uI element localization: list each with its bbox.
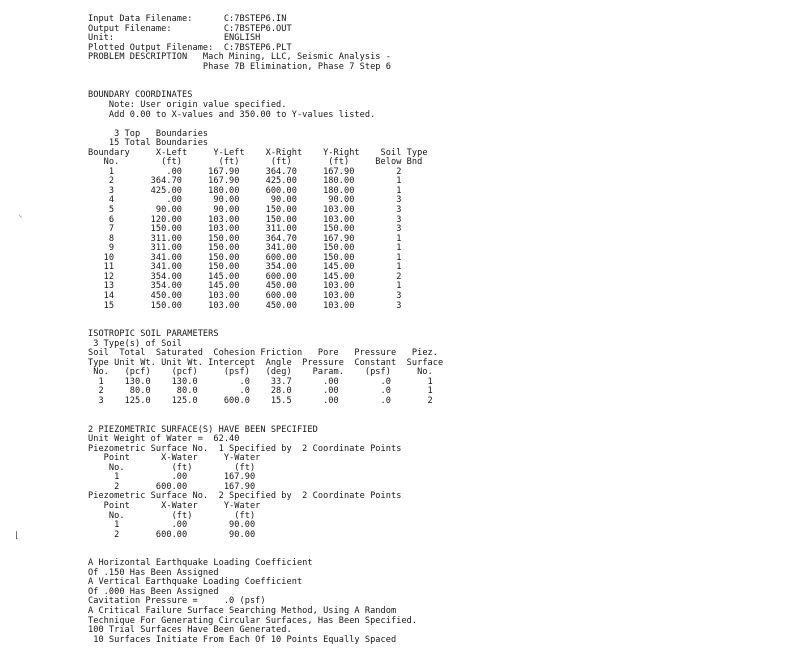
soil-text-line: 3 Type(s) of Soil [88, 338, 183, 349]
analysis-text-line: Of .000 Has Been Assigned [88, 586, 219, 597]
analysis-text-line: Of .150 Has Been Assigned [88, 567, 219, 578]
soil-text-line: No. (pcf) (pcf) (psf) (deg) Param. (psf) No. [88, 367, 433, 378]
header-text-line: Phase 7B Elimination, Phase 7 Step 6 [88, 61, 391, 72]
boundary-text-line: 13 354.00 145.00 450.00 103.00 1 [88, 281, 402, 292]
soil-parameters-section [88, 330, 788, 406]
boundary-text-line: 11 341.00 150.00 354.00 145.00 1 [88, 262, 402, 273]
scan-artifact-mark: ⌊ [14, 531, 20, 541]
analysis-text-line: A Vertical Earthquake Loading Coefficient [88, 577, 303, 588]
piezo-text-line: 2 600.00 90.00 [88, 529, 256, 540]
boundary-text-line: BOUNDARY COORDINATES [88, 90, 193, 101]
boundary-text-line: 5 90.00 90.00 150.00 103.00 3 [88, 205, 402, 216]
boundary-text-line: Note: User origin value specified. [88, 100, 287, 111]
piezo-text-line: Unit Weight of Water = 62.40 [88, 434, 240, 445]
soil-text-line: ISOTROPIC SOIL PARAMETERS [88, 329, 219, 340]
piezo-text-line: Point X-Water Y-Water [88, 500, 261, 511]
boundary-text-line: 10 341.00 150.00 600.00 150.00 1 [88, 252, 402, 263]
boundary-text-line: 14 450.00 103.00 600.00 103.00 3 [88, 290, 402, 301]
piezo-text-line: 1 .00 90.00 [88, 520, 256, 531]
analysis-settings-section [88, 559, 788, 645]
analysis-text-line: Cavitation Pressure = .0 (psf) [88, 596, 266, 607]
soil-text-line: 2 80.0 80.0 .0 28.0 .00 .0 1 [88, 386, 433, 397]
boundary-text-line: 7 150.00 103.00 311.00 150.00 3 [88, 224, 402, 235]
piezo-text-line: 2 PIEZOMETRIC SURFACE(S) HAVE BEEN SPECIFIED [88, 424, 318, 435]
analysis-text-line: A Horizontal Earthquake Loading Coefficient [88, 558, 313, 569]
piezo-text-line: No. (ft) (ft) [88, 462, 256, 473]
piezo-text-line: Point X-Water Y-Water [88, 453, 261, 464]
piezometric-surfaces-section [88, 426, 788, 541]
boundary-text-line: 2 364.70 167.90 425.00 180.00 1 [88, 176, 402, 187]
boundary-text-line: 15 150.00 103.00 450.00 103.00 3 [88, 300, 402, 311]
analysis-text-line: 10 Surfaces Initiate From Each Of 10 Points Equally Spaced [88, 634, 397, 645]
boundary-text-line: 6 120.00 103.00 150.00 103.00 3 [88, 214, 402, 225]
header-text-line: Plotted Output Filename: C:7BSTEP6.PLT [88, 42, 292, 53]
file-header-section [88, 15, 788, 72]
analysis-text-line: 100 Trial Surfaces Have Been Generated. [88, 625, 292, 636]
boundary-text-line: 4 .00 90.00 90.00 90.00 3 [88, 195, 402, 206]
header-text-line: Output Filename: C:7BSTEP6.OUT [88, 23, 292, 34]
document-page [88, 0, 788, 655]
boundary-text-line: 12 354.00 145.00 600.00 145.00 2 [88, 271, 402, 282]
boundary-text-line: 1 .00 167.90 364.70 167.90 2 [88, 166, 402, 177]
boundary-coordinates-section [88, 91, 788, 311]
soil-text-line: 1 130.0 130.0 .0 33.7 .00 .0 1 [88, 376, 433, 387]
piezo-text-line: Piezometric Surface No. 2 Specified by 2 Coordinate Points [88, 491, 402, 502]
boundary-text-line: 8 311.00 150.00 364.70 167.90 1 [88, 233, 402, 244]
boundary-text-line: 3 Top Boundaries [88, 128, 209, 139]
piezo-text-line: No. (ft) (ft) [88, 510, 256, 521]
header-text-line: Unit: ENGLISH [88, 33, 261, 44]
analysis-text-line: Technique For Generating Circular Surfaces, Has Been Specified. [88, 615, 418, 626]
header-text-line: Input Data Filename: C:7BSTEP6.IN [88, 14, 287, 25]
boundary-text-line: No. (ft) (ft) (ft) (ft) Below Bnd [88, 157, 423, 168]
boundary-text-line: 9 311.00 150.00 341.00 150.00 1 [88, 243, 402, 254]
soil-text-line: Type Unit Wt. Unit Wt. Intercept Angle Pressure Constant Surface [88, 357, 444, 368]
boundary-text-line: 15 Total Boundaries [88, 138, 209, 149]
scan-artifact-mark: ◟ [18, 210, 24, 220]
boundary-text-line: Add 0.00 to X-values and 350.00 to Y-values listed. [88, 109, 376, 120]
soil-text-line: Soil Total Saturated Cohesion Friction Pore Pressure Piez. [88, 348, 438, 359]
piezo-text-line: Piezometric Surface No. 1 Specified by 2 Coordinate Points [88, 443, 402, 454]
piezo-text-line: 1 .00 167.90 [88, 472, 256, 483]
analysis-text-line: A Critical Failure Surface Searching Method, Using A Random [88, 606, 397, 616]
piezo-text-line: 2 600.00 167.90 [88, 481, 256, 492]
boundary-text-line: 3 425.00 180.00 600.00 180.00 1 [88, 185, 402, 196]
header-text-line: PROBLEM DESCRIPTION Mach Mining, LLC, Seismic Analysis - [88, 52, 391, 63]
soil-text-line: 3 125.0 125.0 600.0 15.5 .00 .0 2 [88, 395, 433, 406]
boundary-text-line: Boundary X-Left Y-Left X-Right Y-Right Soil Type [88, 147, 428, 158]
